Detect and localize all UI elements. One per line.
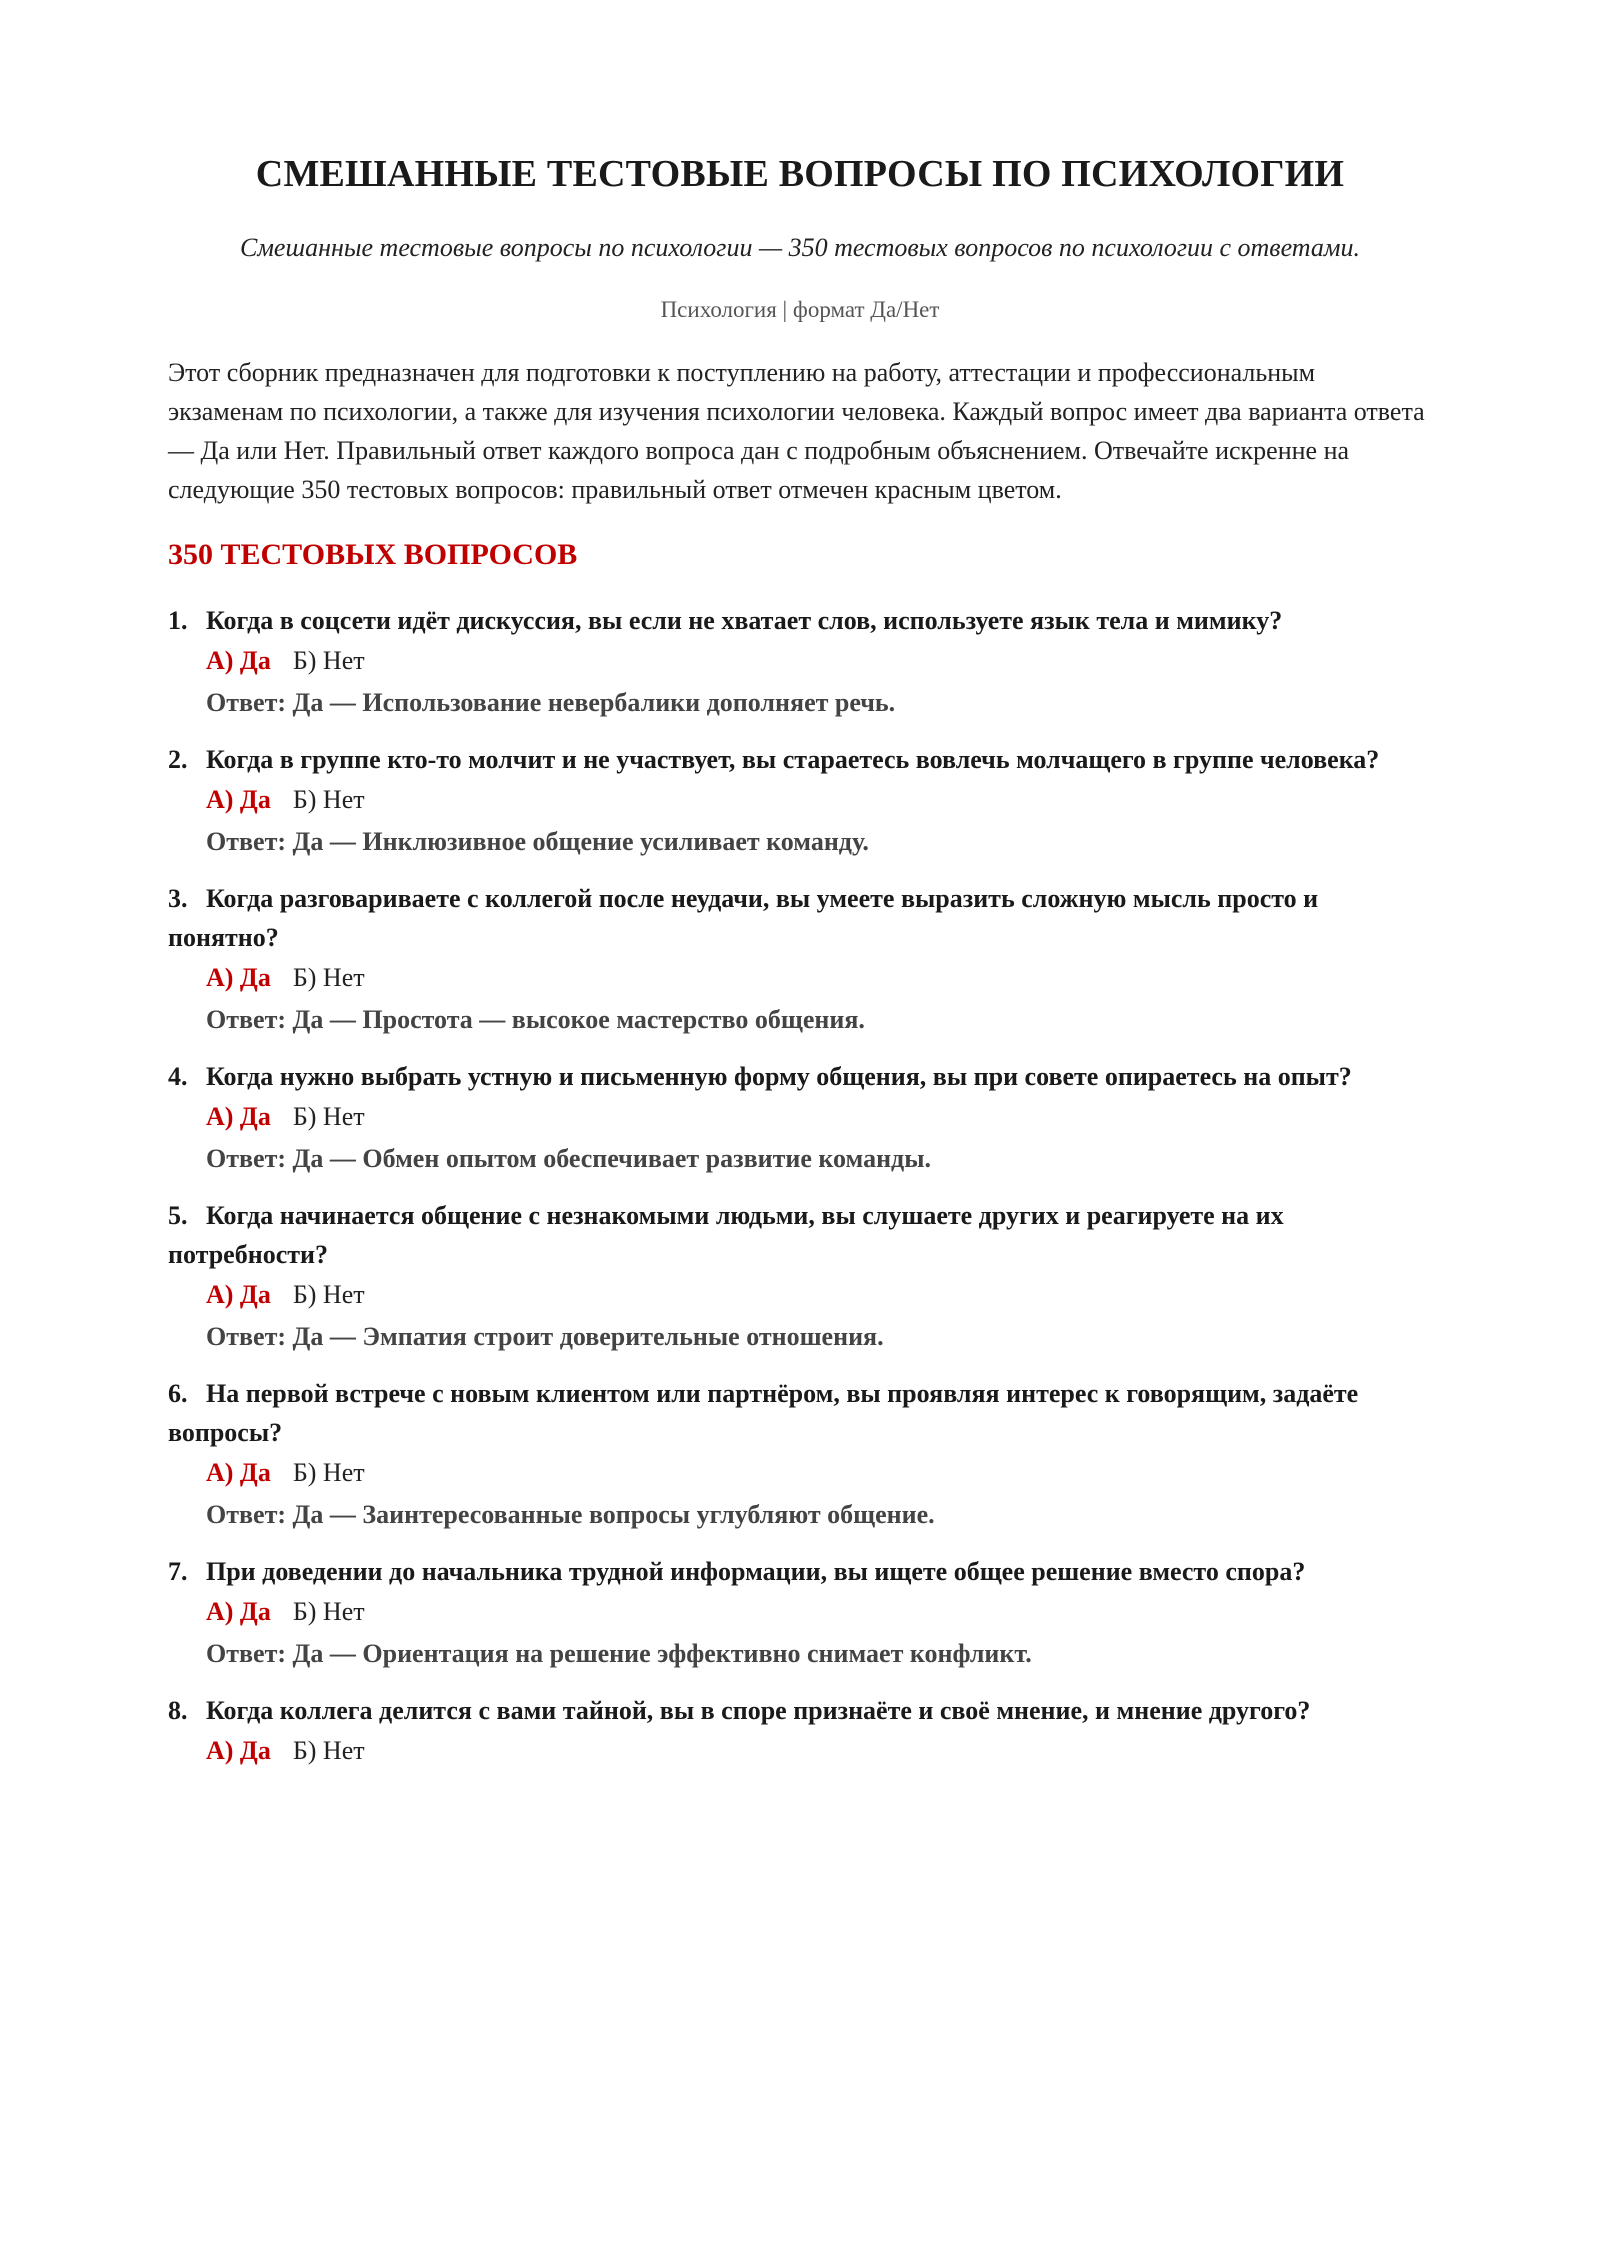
- question-body: Когда нужно выбрать устную и письменную форму общения, вы при совете опираетесь на опыт?: [206, 1062, 1352, 1091]
- page-title: СМЕШАННЫЕ ТЕСТОВЫЕ ВОПРОСЫ ПО ПСИХОЛОГИИ: [255, 153, 1345, 195]
- question-item: [168, 879, 1432, 1041]
- answer-options: [206, 640, 1432, 682]
- question-body: При доведении до начальника трудной информации, вы ищете общее решение вместо спора?: [206, 1557, 1306, 1586]
- question-item: [168, 1057, 1432, 1180]
- answer-options: [206, 1274, 1432, 1316]
- question-body: Когда в группе кто-то молчит и не участвует, вы стараетесь вовлечь молчащего в группе человека?: [206, 745, 1380, 774]
- question-list: [168, 601, 1432, 1772]
- question-number: 8.: [168, 1696, 188, 1725]
- question-item: [168, 740, 1432, 863]
- option-a[interactable]: А) Да: [206, 963, 271, 992]
- section-heading: 350 ТЕСТОВЫХ ВОПРОСОВ: [168, 538, 578, 571]
- option-b[interactable]: Б) Нет: [292, 1280, 365, 1309]
- question-body: Когда в соцсети идёт дискуссия, вы если не хватает слов, используете язык тела и мимику?: [206, 606, 1283, 635]
- question-text: [168, 740, 1432, 779]
- option-b[interactable]: Б) Нет: [292, 1597, 365, 1626]
- question-text: [168, 1691, 1432, 1730]
- question-number: 3.: [168, 884, 188, 913]
- answer-explanation: Ответ: Да — Простота — высокое мастерство общения.: [206, 1005, 865, 1034]
- answer-explanation: Ответ: Да — Заинтересованные вопросы углубляют общение.: [206, 1500, 935, 1529]
- intro-paragraph: Этот сборник предназначен для подготовки к поступлению на работу, аттестации и профессиональным экзаменам по психологии, а также для изучения психологии человека. Каждый вопрос имеет два варианта ответа — Да или Нет. Правильный ответ каждого вопроса дан с подробным объяснением. Отвечайте искренне на следующие 350 тестовых вопросов: правильный ответ отмечен красным цветом.: [168, 358, 1425, 504]
- question-item: [168, 1552, 1432, 1675]
- category-meta: Психология | формат Да/Нет: [660, 297, 940, 322]
- option-b[interactable]: Б) Нет: [292, 646, 365, 675]
- option-a[interactable]: А) Да: [206, 646, 271, 675]
- question-item: [168, 1196, 1432, 1358]
- option-a[interactable]: А) Да: [206, 1280, 271, 1309]
- question-body: Когда начинается общение с незнакомыми людьми, вы слушаете других и реагируете на их потребности?: [168, 1201, 1284, 1269]
- option-b[interactable]: Б) Нет: [292, 963, 365, 992]
- question-number: 1.: [168, 606, 188, 635]
- answer-explanation: Ответ: Да — Обмен опытом обеспечивает развитие команды.: [206, 1144, 932, 1173]
- option-a[interactable]: А) Да: [206, 1597, 271, 1626]
- answer-options: [206, 957, 1432, 999]
- question-number: 6.: [168, 1379, 188, 1408]
- answer-options: [206, 1096, 1432, 1138]
- question-item: [168, 1691, 1432, 1772]
- answer-explanation: Ответ: Да — Ориентация на решение эффективно снимает конфликт.: [206, 1639, 1032, 1668]
- option-b[interactable]: Б) Нет: [292, 1736, 365, 1765]
- question-number: 2.: [168, 745, 188, 774]
- question-text: [168, 1552, 1432, 1591]
- option-b[interactable]: Б) Нет: [292, 1458, 365, 1487]
- question-body: Когда разговариваете с коллегой после неудачи, вы умеете выразить сложную мысль просто и понятно?: [168, 884, 1319, 952]
- answer-options: [206, 1730, 1432, 1772]
- question-text: [168, 1196, 1432, 1274]
- question-number: 7.: [168, 1557, 188, 1586]
- answer-explanation: Ответ: Да — Использование невербалики дополняет речь.: [206, 688, 896, 717]
- option-b[interactable]: Б) Нет: [292, 1102, 365, 1131]
- question-text: [168, 1374, 1432, 1452]
- page-subtitle: Смешанные тестовые вопросы по психологии — 350 тестовых вопросов по психологии с ответами.: [240, 233, 1360, 262]
- question-text: [168, 601, 1432, 640]
- question-text: [168, 879, 1432, 957]
- option-b[interactable]: Б) Нет: [292, 785, 365, 814]
- question-item: [168, 1374, 1432, 1536]
- option-a[interactable]: А) Да: [206, 1102, 271, 1131]
- question-number: 4.: [168, 1062, 188, 1091]
- option-a[interactable]: А) Да: [206, 785, 271, 814]
- answer-options: [206, 779, 1432, 821]
- option-a[interactable]: А) Да: [206, 1458, 271, 1487]
- answer-explanation: Ответ: Да — Эмпатия строит доверительные отношения.: [206, 1322, 884, 1351]
- question-body: На первой встрече с новым клиентом или партнёром, вы проявляя интерес к говорящим, задаёте вопросы?: [168, 1379, 1359, 1447]
- answer-explanation: Ответ: Да — Инклюзивное общение усиливает команду.: [206, 827, 869, 856]
- question-number: 5.: [168, 1201, 188, 1230]
- question-item: [168, 601, 1432, 724]
- option-a[interactable]: А) Да: [206, 1736, 271, 1765]
- answer-options: [206, 1452, 1432, 1494]
- question-body: Когда коллега делится с вами тайной, вы в споре признаёте и своё мнение, и мнение другого?: [206, 1696, 1311, 1725]
- answer-options: [206, 1591, 1432, 1633]
- question-text: [168, 1057, 1432, 1096]
